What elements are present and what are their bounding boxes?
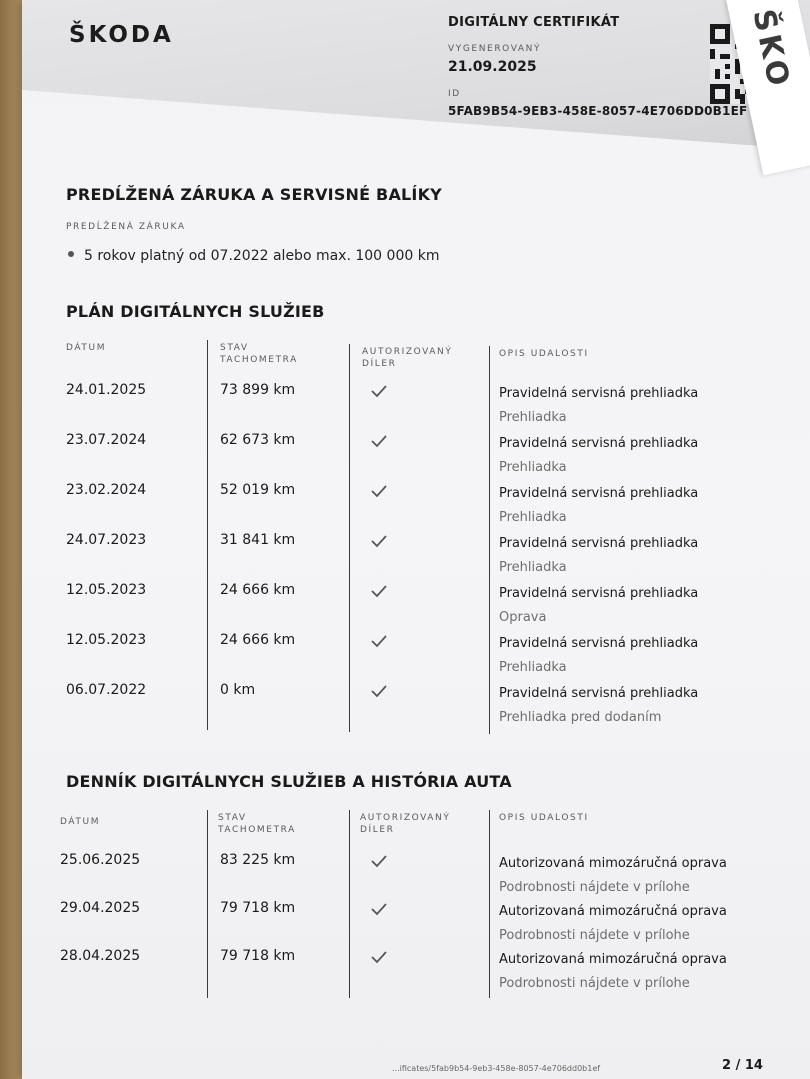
- warranty-section-title: PREDĹŽENÁ ZÁRUKA A SERVISNÉ BALÍKY: [66, 185, 442, 204]
- row-subtitle: Podrobnosti nájdete v prílohe: [499, 928, 690, 943]
- row-odometer: 79 718 km: [220, 948, 296, 964]
- plan-col-dealer-line2: DÍLER: [362, 359, 397, 369]
- diary-table: [22, 810, 810, 1000]
- row-subtitle: Prehliadka: [499, 560, 567, 575]
- plan-table: [22, 340, 810, 735]
- row-subtitle: Prehliadka: [499, 410, 567, 425]
- row-odometer: 79 718 km: [220, 900, 296, 916]
- table-row: [22, 948, 810, 998]
- row-date: 23.07.2024: [66, 432, 147, 448]
- check-icon: [370, 584, 388, 598]
- check-icon: [370, 854, 388, 868]
- plan-col-dealer-line1: AUTORIZOVANÝ: [362, 347, 453, 357]
- row-date: 24.07.2023: [66, 532, 147, 548]
- row-date: 12.05.2023: [66, 632, 147, 648]
- row-description: Pravidelná servisná prehliadka: [499, 486, 699, 501]
- warranty-item-text: 5 rokov platný od 07.2022 alebo max. 100 000 km: [84, 248, 440, 264]
- check-icon: [370, 950, 388, 964]
- check-icon: [370, 684, 388, 698]
- diary-col-odometer-line2: TACHOMETRA: [218, 825, 296, 835]
- plan-section-title: PLÁN DIGITÁLNYCH SLUŽIEB: [66, 302, 325, 321]
- row-description: Pravidelná servisná prehliadka: [499, 386, 699, 401]
- warranty-label: PREDĹŽENÁ ZÁRUKA: [66, 222, 186, 232]
- row-subtitle: Prehliadka: [499, 510, 567, 525]
- row-odometer: 0 km: [220, 682, 256, 698]
- row-description: Autorizovaná mimozáručná oprava: [499, 952, 727, 967]
- diary-section-title: DENNÍK DIGITÁLNYCH SLUŽIEB A HISTÓRIA AUTA: [66, 772, 512, 791]
- diary-col-dealer-line2: DÍLER: [360, 825, 395, 835]
- table-row: [22, 432, 810, 482]
- check-icon: [370, 484, 388, 498]
- diary-col-odometer: [218, 812, 296, 836]
- row-date: 28.04.2025: [60, 948, 141, 964]
- row-subtitle: Podrobnosti nájdete v prílohe: [499, 976, 690, 991]
- row-odometer: 73 899 km: [220, 382, 296, 398]
- generated-label: VYGENEROVANÝ: [448, 44, 542, 54]
- row-description: Pravidelná servisná prehliadka: [499, 686, 699, 701]
- diary-col-description: OPIS UDALOSTI: [499, 813, 589, 823]
- check-icon: [370, 384, 388, 398]
- diary-col-date: DÁTUM: [60, 817, 101, 827]
- row-date: 24.01.2025: [66, 382, 147, 398]
- warranty-item: [68, 248, 439, 264]
- certificate-title: DIGITÁLNY CERTIFIKÁT: [448, 15, 620, 30]
- row-date: 25.06.2025: [60, 852, 141, 868]
- certificate-page: [22, 0, 810, 1079]
- diary-col-dealer-line1: AUTORIZOVANÝ: [360, 813, 451, 823]
- table-row: [22, 382, 810, 432]
- check-icon: [370, 902, 388, 916]
- row-date: 23.02.2024: [66, 482, 147, 498]
- plan-col-dealer: [362, 346, 453, 370]
- row-subtitle: Prehliadka: [499, 460, 567, 475]
- diary-col-odometer-line1: STAV: [218, 813, 247, 823]
- row-subtitle: Podrobnosti nájdete v prílohe: [499, 880, 690, 895]
- row-odometer: 24 666 km: [220, 582, 296, 598]
- plan-col-description: OPIS UDALOSTI: [499, 349, 589, 359]
- diary-col-dealer: [360, 812, 451, 836]
- row-date: 29.04.2025: [60, 900, 141, 916]
- row-description: Pravidelná servisná prehliadka: [499, 636, 699, 651]
- check-icon: [370, 434, 388, 448]
- table-row: [22, 532, 810, 582]
- generated-date: 21.09.2025: [448, 59, 537, 75]
- row-subtitle: Prehliadka: [499, 660, 567, 675]
- row-odometer: 83 225 km: [220, 852, 296, 868]
- check-icon: [370, 634, 388, 648]
- plan-col-odometer-line2: TACHOMETRA: [220, 355, 298, 365]
- check-icon: [370, 534, 388, 548]
- footer-url: ...ificates/5fab9b54-9eb3-458e-8057-4e706dd0b1ef: [392, 1064, 601, 1073]
- row-description: Pravidelná servisná prehliadka: [499, 586, 699, 601]
- plan-col-odometer: [220, 342, 298, 366]
- row-odometer: 52 019 km: [220, 482, 296, 498]
- certificate-id: 5FAB9B54-9EB3-458E-8057-4E706DD0B1EF: [448, 104, 748, 118]
- table-row: [22, 852, 810, 902]
- page-number: 2 / 14: [722, 1058, 763, 1073]
- table-row: [22, 482, 810, 532]
- row-subtitle: Prehliadka pred dodaním: [499, 710, 662, 725]
- row-description: Pravidelná servisná prehliadka: [499, 436, 699, 451]
- row-description: Autorizovaná mimozáručná oprava: [499, 856, 727, 871]
- row-description: Autorizovaná mimozáručná oprava: [499, 904, 727, 919]
- id-label: ID: [448, 89, 461, 99]
- row-odometer: 24 666 km: [220, 632, 296, 648]
- bullet-icon: [68, 251, 74, 257]
- plan-col-date: DÁTUM: [66, 343, 107, 353]
- table-row: [22, 632, 810, 682]
- row-date: 12.05.2023: [66, 582, 147, 598]
- table-row: [22, 900, 810, 950]
- row-date: 06.07.2022: [66, 682, 147, 698]
- brand-logo: ŠKODA: [69, 22, 174, 48]
- plan-col-odometer-line1: STAV: [220, 343, 249, 353]
- row-description: Pravidelná servisná prehliadka: [499, 536, 699, 551]
- row-odometer: 62 673 km: [220, 432, 296, 448]
- row-subtitle: Oprava: [499, 610, 547, 625]
- table-row: [22, 582, 810, 632]
- row-odometer: 31 841 km: [220, 532, 296, 548]
- table-row: [22, 682, 810, 732]
- corner-logo-text: ŠKO: [745, 6, 797, 93]
